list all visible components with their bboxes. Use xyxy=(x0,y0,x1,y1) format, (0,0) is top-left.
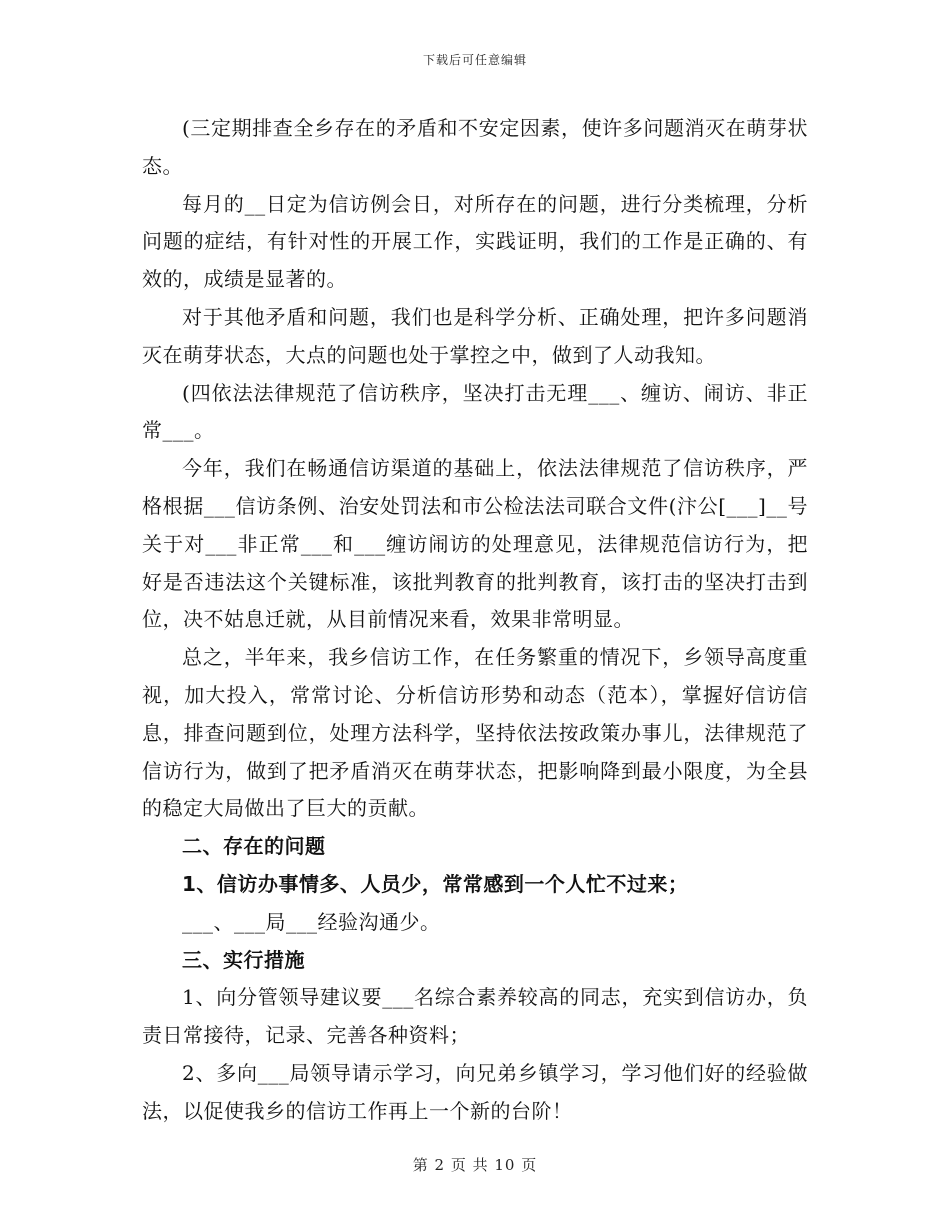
problem-item-2: ___、___局___经验沟通少。 xyxy=(182,909,441,934)
measure-item-1: 1、向分管领导建议要___名综合素养较高的同志，充实到信访办，负责日常接待，记录、完善各种资料； xyxy=(142,985,808,1048)
paragraph-3: 对于其他矛盾和问题，我们也是科学分析、正确处理，把许多问题消灭在萌芽状态，大点的问题也处于掌控之中，做到了人动我知。 xyxy=(142,304,808,367)
measure-item-2: 2、多向___局领导请示学习，向兄弟乡镇学习，学习他们好的经验做法，以促使我乡的信访工作再上一个新的台阶！ xyxy=(142,1060,808,1123)
paragraph-2: 每月的__日定为信访例会日，对所存在的问题，进行分类梳理，分析问题的症结，有针对性的开展工作，实践证明，我们的工作是正确的、有效的，成绩是显著的。 xyxy=(142,191,808,292)
paragraph-1: (三定期排查全乡存在的矛盾和不安定因素，使许多问题消灭在萌芽状态。 xyxy=(142,116,808,178)
paragraph-5: 今年，我们在畅通信访渠道的基础上，依法法律规范了信访秩序，严格根据___信访条例、治安处罚法和市公检法法司联合文件(汴公[___]__号关于对___非正常___和___缠访闹访的处理意见，法律规范信访行为，把好是否违法这个关键标准，该批判教育的批判教育，该打击的坚决打击到位，决不姑息迁就，从目前情况来看，效果非常明显。 xyxy=(142,456,808,632)
page-header: 下载后可任意编辑 xyxy=(422,53,527,67)
section-heading-problems: 二、存在的问题 xyxy=(182,834,326,859)
document-body xyxy=(142,110,808,1131)
paragraph-4: (四依法法律规范了信访秩序，坚决打击无理___、缠访、闹访、非正常___。 xyxy=(142,380,808,443)
section-heading-measures: 三、实行措施 xyxy=(182,947,305,972)
problem-item-1: 1、信访办事情多、人员少，常常感到一个人忙不过来； xyxy=(182,871,689,896)
paragraph-6: 总之，半年来，我乡信访工作，在任务繁重的情况下，乡领导高度重视，加大投入，常常讨论、分析信访形势和动态（范本），掌握好信访信息，排查问题到位，处理方法科学，坚持依法按政策办事儿，法律规范了信访行为，做到了把矛盾消灭在萌芽状态，把影响降到最小限度，为全县的稳定大局做出了巨大的贡献。 xyxy=(142,645,808,821)
page-footer: 第 2 页 共 10 页 xyxy=(412,1156,538,1174)
